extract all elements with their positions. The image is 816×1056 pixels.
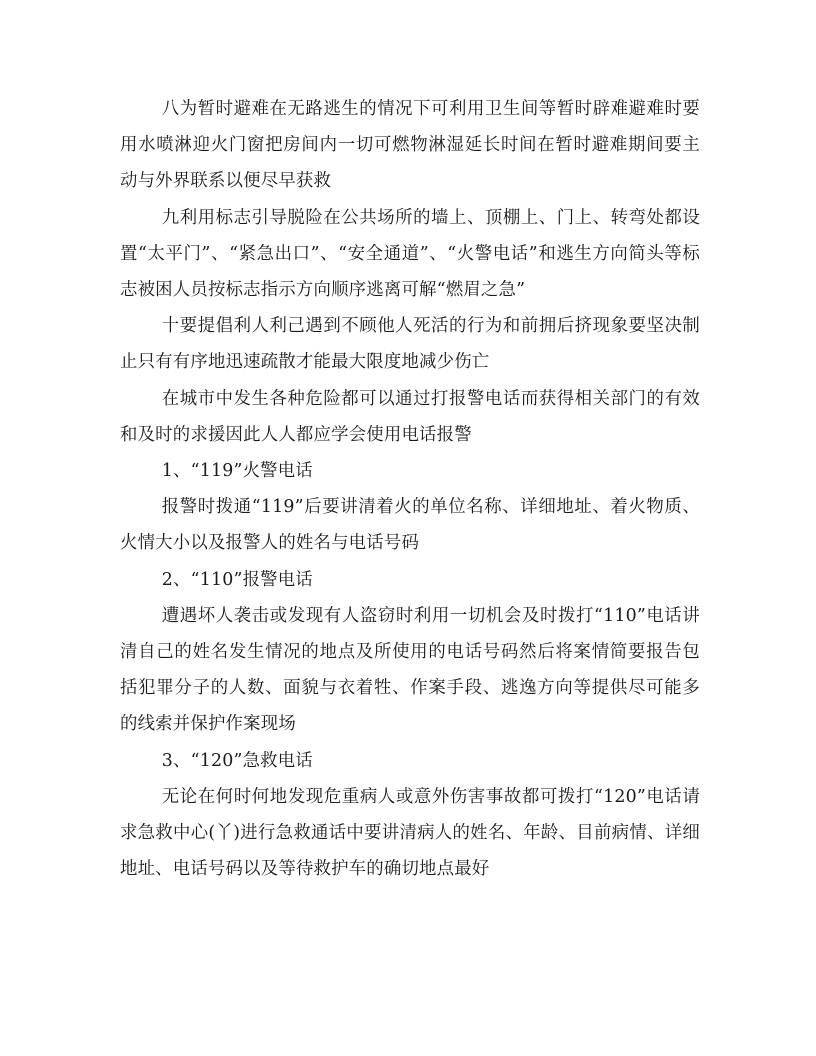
- section-body-120: 无论在何时何地发现危重病人或意外伤害事故都可拨打“120”电话请求急救中心(丫)进行急救通话中要讲清病人的姓名、年龄、目前病情、详细地址、电话号码以及等待救护车的确切地点最好: [120, 786, 700, 880]
- section-body-110: 遭遇坏人袭击或发现有人盗窃时利用一切机会及时拨打“110”电话讲清自己的姓名发生情况的地点及所使用的电话号码然后将案情简要报告包括犯罪分子的人数、面貌与衣着牲、作案手段、逃逸方向等提供尽可能多的线索并保护作案现场: [120, 605, 700, 735]
- paragraph-emergency-calls-intro: 在城市中发生各种危险都可以通过打报警电话而获得相关部门的有效和及时的求援因此人人都应学会使用电话报警: [120, 388, 700, 445]
- paragraph-follow-signs: 九利用标志引导脱险在公共场所的墙上、顶棚上、门上、转弯处都设置“太平门”、“紧急出口”、“安全通道”、“火警电话”和逃生方向简头等标志被困人员按标志指示方向顺序逃离可解“燃眉之急”: [120, 207, 700, 301]
- paragraph-orderly-evacuation: 十要提倡利人利己遇到不顾他人死活的行为和前拥后挤现象要坚决制止只有有序地迅速疏散才能最大限度地减少伤亡: [120, 316, 700, 373]
- document-body: [120, 91, 700, 887]
- section-heading-119: 1、“119”火警电话: [161, 461, 313, 482]
- section-heading-120: 3、“120”急救电话: [161, 750, 313, 771]
- section-body-119: 报警时拨通“119”后要讲清着火的单位名称、详细地址、着火物质、火情大小以及报警人的姓名与电话号码: [120, 497, 700, 554]
- section-heading-110: 2、“110”报警电话: [161, 569, 313, 590]
- paragraph-temporary-refuge: 八为暂时避难在无路逃生的情况下可利用卫生间等暂时辟难避难时要用水喷淋迎火门窗把房间内一切可燃物淋湿延长时间在暂时避难期间要主动与外界联系以便尽早获救: [120, 99, 700, 192]
